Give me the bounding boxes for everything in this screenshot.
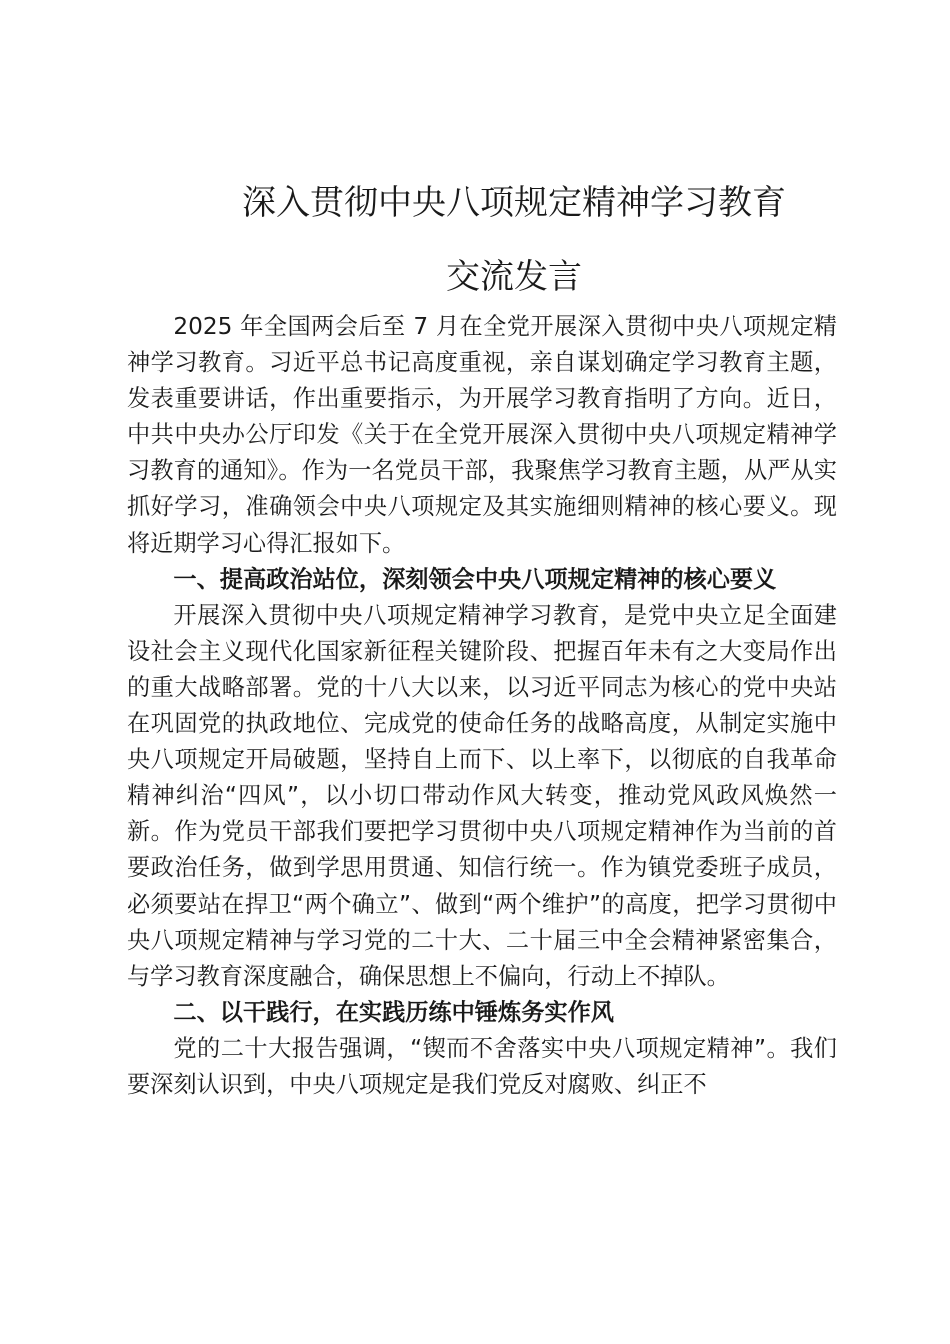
section-heading-2: 二、以干践行，在实践历练中锤炼务实作风: [173, 998, 614, 1026]
document-title-line-1: 深入贯彻中央八项规定精神学习教育: [242, 183, 786, 223]
paragraph-intro: 2025 年全国两会后至 7 月在全党开展深入贯彻中央八项规定精神学习教育。习近平总书记高度重视，亲自谋划确定学习教育主题，发表重要讲话，作出重要指示，为开展学习教育指明了方向。近日，中共中央办公厅印发《关于在全党开展深入贯彻中央八项规定精神学习教育的通知》。作为一名党员干部，我聚焦学习教育主题，从严从实抓好学习，准确领会中央八项规定及其实施细则精神的核心要义。现将近期学习心得汇报如下。: [127, 313, 837, 557]
document-title-line-2: 交流发言: [446, 257, 582, 297]
document-body: [127, 309, 837, 1103]
paragraph-section-1: 开展深入贯彻中央八项规定精神学习教育，是党中央立足全面建设社会主义现代化国家新征程关键阶段、把握百年未有之大变局作出的重大战略部署。党的十八大以来，以习近平同志为核心的党中央站在巩固党的执政地位、完成党的使命任务的战略高度，从制定实施中央八项规定开局破题，坚持自上而下、以上率下，以彻底的自我革命精神纠治“四风”，以小切口带动作风大转变，推动党风政风焕然一新。作为党员干部我们要把学习贯彻中央八项规定精神作为当前的首要政治任务，做到学思用贯通、知信行统一。作为镇党委班子成员，必须要站在捍卫“两个确立”、做到“两个维护”的高度，把学习贯彻中央八项规定精神与学习党的二十大、二十届三中全会精神紧密集合，与学习教育深度融合，确保思想上不偏向，行动上不掉队。: [127, 601, 837, 990]
section-heading-1: 一、提高政治站位，深刻领会中央八项规定精神的核心要义: [173, 565, 777, 593]
paragraph-section-2: 党的二十大报告强调，“锲而不舍落实中央八项规定精神”。我们要深刻认识到，中央八项规定是我们党反对腐败、纠正不: [127, 1034, 837, 1098]
